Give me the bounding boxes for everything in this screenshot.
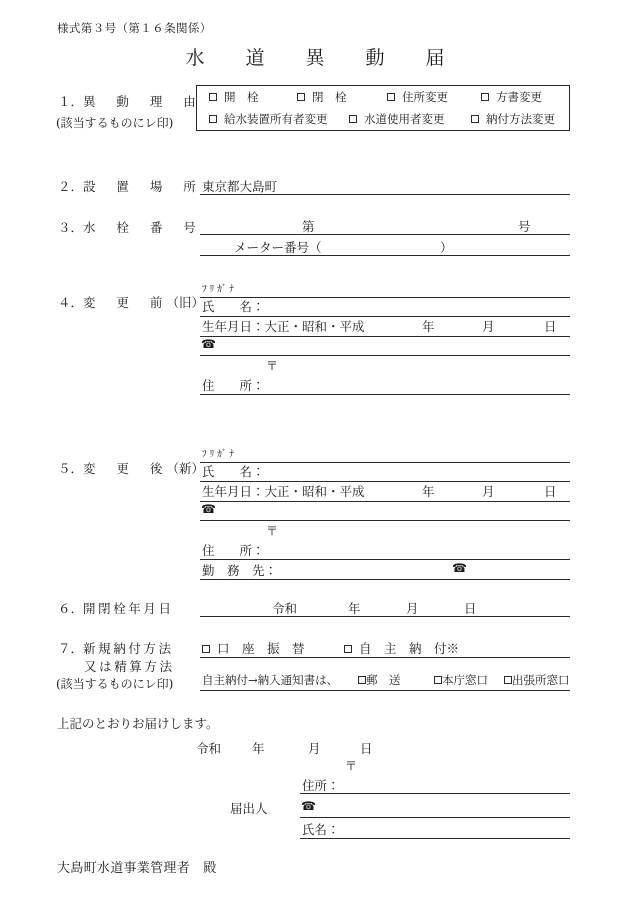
section-6-label: [58, 599, 174, 617]
payment-option-bank-transfer[interactable]: [202, 639, 305, 657]
applicant-name-rule: [300, 838, 570, 839]
section-1-number: １．: [58, 94, 84, 109]
after-birthdate-rule: [200, 501, 570, 502]
applicant-label: 届出人: [230, 801, 268, 816]
before-postal-mark-icon: 〒: [266, 359, 279, 373]
reason-option-user-change-label: 水道使用者変更: [364, 112, 445, 126]
before-birth-month-label: 月: [482, 319, 495, 334]
section-3-number: ３．: [58, 220, 84, 235]
section-5-number: ５．: [58, 461, 84, 476]
reason-option-address-change-label: 住所変更: [402, 90, 448, 104]
tap-date-rule: [200, 616, 570, 617]
section-2-title: 設 置 場 所: [83, 179, 200, 194]
submission-year-label: 年: [252, 741, 265, 756]
payment-option-self-payment[interactable]: [344, 639, 459, 657]
reason-option-kaisen[interactable]: [209, 86, 259, 109]
after-name-label: 氏 名：: [202, 464, 265, 479]
meter-number-label: メーター番号（: [234, 240, 322, 255]
after-address-rule: [200, 559, 570, 560]
section-6-number: ６．: [58, 601, 84, 616]
before-birth-year-label: 年: [422, 319, 435, 334]
applicant-telephone-icon: ☎: [301, 799, 316, 813]
installation-location-rule: [200, 194, 570, 195]
checkbox-icon[interactable]: [434, 676, 442, 684]
section-4-title: 変 更 前: [83, 295, 167, 310]
section-1-note: (該当するものにレ印): [56, 116, 174, 130]
submission-month-label: 月: [308, 741, 321, 756]
payment-delivery-main-office[interactable]: [434, 672, 488, 688]
checkbox-icon[interactable]: [209, 93, 217, 101]
before-telephone-icon: ☎: [201, 337, 216, 351]
reason-option-owner-change[interactable]: [209, 108, 328, 131]
payment-option-self-payment-label: 自 主 納 付※: [359, 641, 460, 656]
tap-number-rule: [200, 234, 570, 235]
section-6-title: 開閉栓年月日: [83, 601, 174, 616]
payment-delivery-mail[interactable]: [358, 672, 401, 688]
after-workplace-label: 勤 務 先：: [202, 563, 278, 578]
before-address-label: 住 所：: [202, 378, 265, 393]
checkbox-icon[interactable]: [349, 115, 357, 123]
before-telephone-rule: [200, 355, 570, 356]
reason-option-payment-method-change[interactable]: [471, 108, 555, 131]
applicant-postal-mark-icon: 〒: [345, 759, 358, 773]
reason-option-building-name-change-label: 方書変更: [496, 90, 542, 104]
section-3-title: 水 栓 番 号: [83, 220, 200, 235]
before-furigana-label: ﾌﾘｶﾞﾅ: [202, 284, 237, 295]
section-4-number: ４．: [58, 295, 84, 310]
section-3-label: [58, 218, 200, 236]
section-7-number: ７．: [58, 641, 84, 656]
after-postal-mark-icon: 〒: [266, 524, 279, 538]
submission-era-label: 令和: [196, 741, 222, 756]
installation-location-value[interactable]: 東京都大島町: [202, 179, 278, 194]
checkbox-icon[interactable]: [471, 115, 479, 123]
checkbox-icon[interactable]: [481, 93, 489, 101]
payment-delivery-branch-office-label: 出張所窓口: [512, 673, 570, 687]
applicant-address-label: 住所：: [302, 778, 340, 793]
checkbox-icon[interactable]: [202, 645, 210, 653]
checkbox-icon[interactable]: [504, 676, 512, 684]
tap-date-era-label: 令和: [272, 601, 298, 616]
payment-delivery-mail-label: 郵 送: [366, 673, 401, 687]
before-birthdate-label: 生年月日：大正・昭和・平成: [202, 319, 365, 334]
checkbox-icon[interactable]: [209, 115, 217, 123]
section-5-title: 変 更 後: [83, 461, 167, 476]
reason-option-heisen-label: 閉 栓: [312, 90, 347, 104]
tap-date-month-label: 月: [406, 601, 419, 616]
section-5-paren: （新）: [166, 461, 205, 476]
applicant-telephone-rule: [300, 817, 570, 818]
reason-option-address-change[interactable]: [387, 86, 448, 109]
reason-row-1: [197, 86, 571, 109]
checkbox-icon[interactable]: [387, 93, 395, 101]
section-7-title-line2: 又は精算方法: [84, 659, 175, 674]
reason-option-owner-change-label: 給水装置所有者変更: [224, 112, 328, 126]
after-address-label: 住 所：: [202, 543, 265, 558]
meter-number-rule: [200, 255, 570, 256]
closing-statement: 上記のとおりお届けします。: [57, 716, 219, 731]
reason-option-payment-method-change-label: 納付方法変更: [486, 112, 555, 126]
checkbox-icon[interactable]: [358, 676, 366, 684]
payment-delivery-main-office-label: 本庁窓口: [442, 673, 488, 687]
after-telephone-icon: ☎: [201, 502, 216, 516]
checkbox-icon[interactable]: [297, 93, 305, 101]
page-title: 水 道 異 動 届: [185, 47, 456, 69]
meter-number-close: ）: [440, 240, 453, 255]
payment-detail-rule: [200, 690, 570, 691]
before-address-rule: [200, 394, 570, 395]
section-4-label: [58, 293, 204, 311]
section-2-label: [58, 177, 200, 195]
reason-checkbox-box: [196, 85, 570, 131]
before-birth-day-label: 日: [544, 319, 557, 334]
section-1-title: 異 動 理 由: [83, 94, 200, 109]
section-1-label: [58, 92, 200, 110]
section-7-label: [58, 639, 174, 657]
section-7-label-line2: [84, 657, 175, 675]
section-7-note: (該当するものにレ印): [56, 677, 174, 691]
reason-option-heisen[interactable]: [297, 86, 347, 109]
after-furigana-label: ﾌﾘｶﾞﾅ: [202, 449, 237, 460]
payment-delivery-branch-office[interactable]: [504, 672, 570, 688]
reason-option-building-name-change[interactable]: [481, 86, 542, 109]
after-telephone-rule: [200, 520, 570, 521]
reason-option-kaisen-label: 開 栓: [224, 90, 259, 104]
after-birth-year-label: 年: [422, 484, 435, 499]
section-4-paren: （旧）: [166, 295, 205, 310]
payment-option-rule: [200, 657, 570, 658]
form-number: 様式第３号（第１６条関係）: [57, 21, 212, 35]
applicant-name-label: 氏名：: [302, 822, 340, 837]
tap-date-year-label: 年: [348, 601, 361, 616]
after-workplace-rule: [200, 579, 570, 580]
section-2-number: ２．: [58, 179, 84, 194]
before-birthdate-rule: [200, 336, 570, 337]
section-5-label: [58, 459, 204, 477]
applicant-address-rule: [300, 793, 570, 794]
after-birthdate-label: 生年月日：大正・昭和・平成: [202, 484, 365, 499]
after-birth-day-label: 日: [544, 484, 557, 499]
addressee: 大島町水道事業管理者 殿: [57, 861, 217, 876]
reason-row-2: [197, 108, 571, 131]
after-workplace-telephone-icon: ☎: [452, 561, 467, 575]
tap-number-prefix: 第: [302, 219, 315, 234]
checkbox-icon[interactable]: [344, 645, 352, 653]
submission-day-label: 日: [360, 741, 373, 756]
before-name-label: 氏 名：: [202, 299, 265, 314]
section-7-title: 新規納付方法: [83, 641, 174, 656]
after-birth-month-label: 月: [482, 484, 495, 499]
payment-option-bank-transfer-label: 口 座 振 替: [217, 641, 305, 656]
reason-option-user-change[interactable]: [349, 108, 445, 131]
payment-detail-prefix: 自主納付→納入通知書は、: [202, 673, 339, 687]
tap-number-suffix: 号: [518, 219, 531, 234]
tap-date-day-label: 日: [464, 601, 477, 616]
